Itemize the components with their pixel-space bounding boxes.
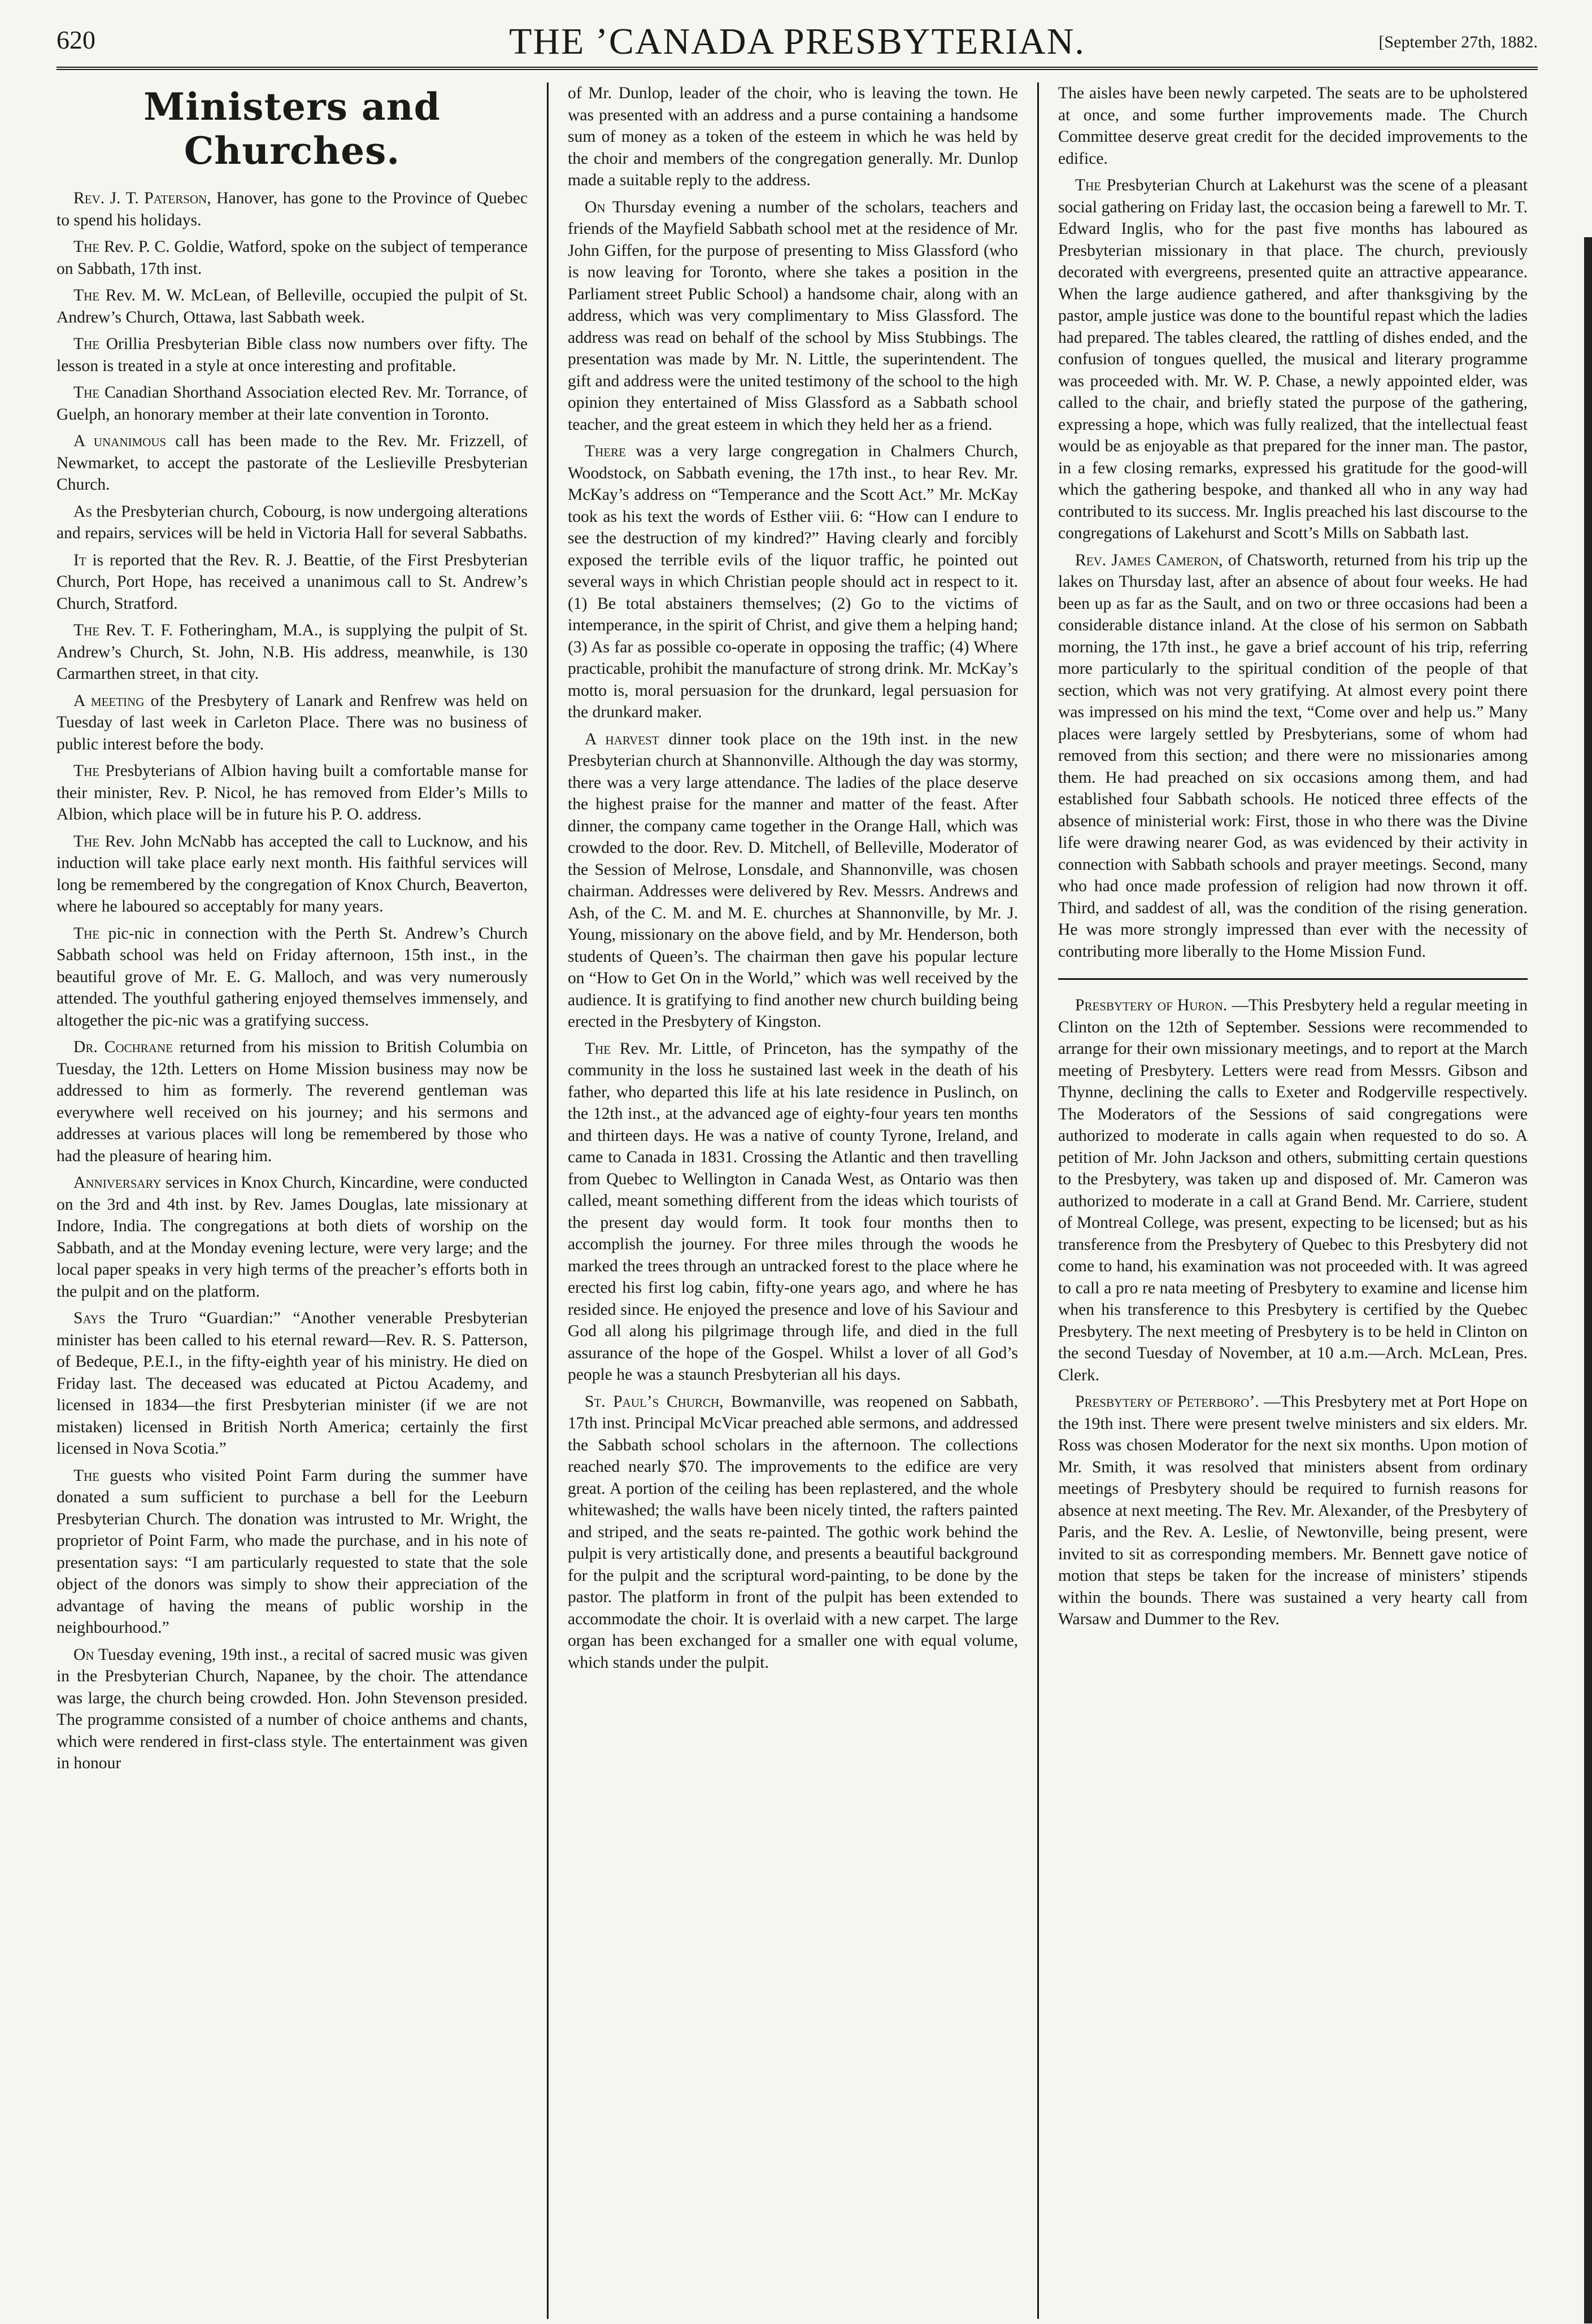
section-divider (1058, 978, 1528, 980)
news-item-lead: As (73, 502, 93, 521)
news-item (568, 1038, 1018, 1386)
section-heading-text: Ministers and Churches. (143, 85, 441, 173)
news-item (568, 729, 1018, 1033)
news-item (56, 1644, 528, 1774)
news-item-text: Orillia Presbyterian Bible class now numbers over fifty. The lesson is treated in a style at once interesting and profitable. (56, 335, 528, 375)
news-item-lead: A meeting (73, 691, 145, 710)
news-item-lead: The (585, 1039, 611, 1058)
news-item-text: was a very large congregation in Chalmers Church, Woodstock, on Sabbath evening, the 17th inst., to hear Rev. Mr. McKay’s address on “Temperance and the Scott Act.” Mr. McKay took as his text the words of Esther viii. 6: “How can I endure to see the destruction of my kindred?” Having clearly and forcibly exposed the terrible evils of the liquor traffic, he pointed out several ways in which Christian people should act in respect to it. (1) Be total abstainers themselves; (2) Go to the victims of intemperance, in the spirit of Christ, and give them a helping hand; (3) As far as possible co-operate in opposing the traffic; (4) Where practicable, prohibit the manufacture of strong drink. Mr. McKay’s motto is, moral persuasion for the drunkard, legal persuasion for the drunkard maker. (568, 442, 1018, 721)
news-item-lead: There (585, 442, 626, 460)
news-item-lead: The (73, 832, 100, 851)
news-item (56, 188, 528, 231)
news-item-text: Rev. Mr. Little, of Princeton, has the sympathy of the community in the loss he sustained last week in the death of his father, who departed this life at his late residence in Puslinch, on the 12th inst., at the advanced age of eighty-four years ten months and thirteen days. He was a native of county Tyrone, Ireland, and came to Canada in 1831. Crossing the Atlantic and then travelling from Quebec to Wellington in Canada West, as Ontario was then called, meant something different from the ideas which tourists of the present day would form. It took four months then to accomplish the journey. For three miles through the woods he marked the trees through an untracked forest to the place where he erected his first log cabin, fifty-one years ago, and where he has resided since. He enjoyed the presence and love of his Saviour and God all along his pilgrimage through life, and died in the full assurance of the hope of the Gospel. Whilst a lover of all God’s people he was a staunch Presbyterian all his days. (568, 1039, 1019, 1384)
news-item (568, 197, 1018, 436)
column-2 (547, 82, 1037, 2319)
news-item (1058, 1391, 1528, 1630)
news-item (56, 333, 528, 377)
news-item-lead: The (73, 238, 100, 256)
column-1-body (56, 188, 528, 1774)
news-item (1058, 175, 1528, 544)
news-item (1058, 82, 1528, 169)
news-item-text: Rev. T. F. Fotheringham, M.A., is supplying the pulpit of St. Andrew’s Church, St. John, N.B. His address, meanwhile, is 130 Carmarthen street, in that city. (56, 621, 528, 683)
news-item-lead: Presbytery of Peterboro’. (1075, 1393, 1259, 1411)
news-item-text: Bowmanville, was reopened on Sabbath, 17th inst. Principal McVicar preached able sermons, and addressed the Sabbath school scholars in the afternoon. The collections reached nearly $70. The improvements to the edifice are very great. A portion of the ceiling has been replastered, and the whole whitewashed; the walls have been nicely tinted, the rafters painted and striped, and the seats re-painted. The gothic work behind the pulpit is very artistically done, and presents a beautiful background for the pulpit and the scriptural word-painting, to be done by the pastor. The platform in front of the pulpit has been extended to accommodate the choir. It is overlaid with a new carpet. The large organ has been exchanged for a smaller one with equal volume, which stands under the pulpit. (568, 1392, 1019, 1672)
news-item (56, 382, 528, 425)
news-item-text: of Chatsworth, returned from his trip up the lakes on Thursday last, after an absence of about four weeks. He had been up as far as the Sault, and on two or three occasions had been a considerable distance inland. At the close of his sermon on Sabbath morning, the 17th inst., he gave a brief account of his trip, referring more particularly to the spiritual condition of the people of that section, which was not very gratifying. At almost every point there was impressed on his mind the text, “Come over and help us.” Many places were largely settled by Presbyterians, some of whom had removed from this section; and there were no missionaries among them. He had preached on six occasions among them, and had established four Sabbath schools. He noticed three effects of the absence of ministerial work: First, those in who there was the Divine life were drawing nearer God, as was evidenced by their activity in connection with Sabbath schools and prayer meetings. Second, many who had once made profession of religion had now thrown it off. Third, and saddest of all, was the condition of the rising generation. He was more strongly impressed than ever with the necessity of contributing more liberally to the Home Mission Fund. (1058, 551, 1528, 961)
news-item-lead: On (585, 198, 606, 216)
news-item (56, 430, 528, 496)
news-item-text: services in Knox Church, Kincardine, were conducted on the 3rd and 4th inst. by Rev. James Douglas, late missionary at Indore, India. The congregations at both diets of worship on the Sabbath, and at the Monday evening lecture, were very large; and the local paper speaks in very high terms of the preacher’s efforts both in the pulpit and on the platform. (56, 1174, 528, 1301)
section-heading (56, 85, 528, 173)
news-item-text: Tuesday evening, 19th inst., a recital of sacred music was given in the Presbyterian Church, Napanee, by the choir. The attendance was large, the church being crowded. Hon. John Stevenson presided. The programme consisted of a number of choice anthems and chants, which were rendered in first-class style. The entertainment was given in honour (56, 1645, 528, 1772)
news-item-text: Rev. John McNabb has accepted the call to Lucknow, and his induction will take place early next month. His faithful services will long be remembered by the congregation of Knox Church, Beaverton, where he laboured so acceptably for many years. (56, 832, 528, 915)
news-item-lead: Rev. J. T. Paterson, (73, 189, 211, 207)
news-item-text: Rev. P. C. Goldie, Watford, spoke on the subject of temperance on Sabbath, 17th inst. (56, 238, 528, 278)
masthead (56, 20, 1538, 70)
news-item (56, 1465, 528, 1639)
news-item (56, 1307, 528, 1460)
column-3 (1037, 82, 1528, 2319)
news-item (56, 923, 528, 1032)
publication-title: THE ’CANADA PRESBYTERIAN. (509, 21, 1085, 62)
news-item-text: call has been made to the Rev. Mr. Frizzell, of Newmarket, to accept the pastorate of the Leslieville Presbyterian Church. (56, 432, 528, 494)
news-item-text: is reported that the Rev. R. J. Beattie, of the First Presbyterian Church, Port Hope, has received a unanimous call to St. Andrew’s Church, Stratford. (56, 551, 528, 613)
news-item (56, 831, 528, 918)
news-item-lead: Presbytery of Huron. (1075, 996, 1228, 1014)
news-item-text: of the Presbytery of Lanark and Renfrew was held on Tuesday of last week in Carleton Place. There was no business of public interest before the body. (56, 691, 528, 753)
column-1 (56, 82, 547, 2319)
news-item-text: guests who visited Point Farm during the summer have donated a sum sufficient to purchase a bell for the Leeburn Presbyterian Church. The donation was intrusted to Mr. Wright, the proprietor of Point Farm, who made the purchase, and in his note of presentation says: “I am particularly requested to state that the sole object of the donors was simply to show their appreciation of the advantage of having the means of public worship in the neighbourhood.” (56, 1466, 528, 1637)
news-item-lead: On (73, 1645, 94, 1664)
news-item-text: Thursday evening a number of the scholars, teachers and friends of the Mayfield Sabbath school met at the residence of Mr. John Giffen, for the purpose of presenting to Miss Glassford (who is now leaving for Toronto, where she takes a position in the Parliament street Public School) a handsome chair, along with an address, which was very complimentary to Miss Glassford. The address was read on behalf of the school by Miss Stubbings. The presentation was made by Mr. N. Little, the superintendent. The gift and address were the united testimony of the school to the high opinion they entertained of Miss Glassford as a Sabbath school teacher, and the great esteem in which they held her as a friend. (568, 198, 1018, 434)
news-item (56, 501, 528, 544)
news-item-lead: A harvest (585, 730, 659, 748)
columns (56, 82, 1538, 2319)
news-item (56, 1036, 528, 1167)
news-item-text: returned from his mission to British Columbia on Tuesday, the 12th. Letters on Home Mission business may now be addressed to him as formerly. The reverend gentleman was everywhere well received on his journey; and his sermons and addresses at various places will long be remembered by those who had the pleasure of hearing him. (56, 1038, 528, 1165)
news-item (56, 236, 528, 280)
news-item-lead: The (73, 924, 100, 943)
news-item (56, 285, 528, 328)
news-item-text: —This Presbytery met at Port Hope on the 19th inst. There were present twelve ministers and six elders. Mr. Ross was chosen Moderator for the next six months. Upon motion of Mr. Smith, it was resolved that ministers absent from ordinary meetings of Presbytery should be required to furnish reasons for absence at next meeting. The Rev. Mr. Alexander, of the Presbytery of Paris, and the Rev. A. Leslie, of Newtonville, being present, were invited to sit as corresponding members. Mr. Bennett gave notice of motion that steps be taken for the increase of ministers’ stipends within the bounds. There was sustained a very hearty call from Warsaw and Dummer to the Rev. (1058, 1393, 1528, 1628)
column-3-body (1058, 82, 1528, 1630)
news-item-text: the Truro “Guardian:” “Another venerable Presbyterian minister has been called to his eternal reward—Rev. R. S. Patterson, of Bedeque, P.E.I., in the fifty-eighth year of his ministry. He died on Friday last. The deceased was educated at Pictou Academy, and licensed in 1834—the first Presbyterian minister (if we are not mistaken) licensed in British North America; certainly the first licensed in Nova Scotia.” (56, 1309, 528, 1458)
news-item-lead: Anniversary (73, 1174, 162, 1192)
news-item (568, 1391, 1018, 1674)
news-item (568, 441, 1018, 723)
news-item-text: Presbyterian Church at Lakehurst was the scene of a pleasant social gathering on Friday last, the occasion being a farewell to Mr. T. Edward Inglis, who for the past five months has laboured as Presbyterian missionary in that place. The church, previously decorated with evergreens, presented quite an attractive appearance. When the large audience gathered, and after thanksgiving by the pastor, ample justice was done to the bountiful repast which the ladies had prepared. The tables cleared, the rattling of dishes ended, and the confusion of tongues quelled, the musical and literary programme was proceeded with. Mr. W. P. Chase, a newly appointed elder, was called to the chair, and briefly stated the purpose of the gathering, expressing a hope, which was fully realized, that the intellectual feast would be as enjoyable as that prepared for the inner man. The pastor, in a few closing remarks, expressed his gratitude for the good-will which the gathering bespoke, and thanked all who in any way had contributed to its success. Mr. Inglis preached his last discourse to the congregations of Lakehurst and Scott’s Mills on Sabbath last. (1058, 176, 1528, 542)
news-item-text: Presbyterians of Albion having built a comfortable manse for their minister, Rev. P. Nicol, he has removed from Elder’s Mills to Albion, which place will be in future his P. O. address. (56, 762, 528, 823)
news-item-lead: The (1075, 176, 1102, 194)
news-item-text: Hanover, has gone to the Province of Quebec to spend his holidays. (56, 189, 528, 229)
scan-edge-shadow (1584, 237, 1592, 2323)
news-item-text: The aisles have been newly carpeted. The seats are to be upholstered at once, and some further improvements made. The Church Committee deserve great credit for the decided improvements to the edifice. (1058, 84, 1528, 168)
news-item (56, 620, 528, 685)
news-item-lead: The (73, 335, 100, 353)
news-item-text: the Presbyterian church, Cobourg, is now undergoing alterations and repairs, services will be held in Victoria Hall for several Sabbaths. (56, 502, 528, 542)
news-item-lead: St. Paul’s Church, (585, 1392, 724, 1411)
issue-date: [September 27th, 1882. (1378, 33, 1538, 51)
news-item-lead: It (73, 551, 86, 569)
news-item-lead: Says (73, 1309, 106, 1327)
news-item-text: Rev. M. W. McLean, of Belleville, occupied the pulpit of St. Andrew’s Church, Ottawa, last Sabbath week. (56, 286, 528, 326)
news-item-lead: The (73, 1466, 100, 1485)
news-item-lead: The (73, 762, 100, 780)
news-item (56, 690, 528, 756)
news-item-text: Canadian Shorthand Association elected Rev. Mr. Torrance, of Guelph, an honorary member at their late convention in Toronto. (56, 383, 528, 424)
column-2-body (568, 82, 1018, 1673)
news-item-text: of Mr. Dunlop, leader of the choir, who is leaving the town. He was presented with an address and a purse containing a handsome sum of money as a token of the esteem in which he was held by the choir and members of the congregation generally. Mr. Dunlop made a suitable reply to the address. (568, 84, 1018, 189)
news-item-text: pic-nic in connection with the Perth St. Andrew’s Church Sabbath school was held on Friday afternoon, 15th inst., in the beautiful grove of Mr. E. G. Malloch, and was very numerously attended. The youthful gathering enjoyed themselves immensely, and altogether the pic-nic was a gratifying success. (56, 924, 528, 1030)
news-item-lead: The (73, 621, 100, 639)
page-number: 620 (56, 25, 95, 54)
news-item-text: —This Presbytery held a regular meeting in Clinton on the 12th of September. Sessions were recommended to arrange for their own missionary meetings, and to report at the March meeting of Presbytery. Letters were read from Messrs. Gibson and Thynne, declining the calls to Exeter and Rodgerville respectively. The Moderators of the Sessions of said congregations were authorized to moderate in calls again when requested to do so. A petition of Mr. John Jackson and others, submitting certain questions to the Presbytery, was taken up and disposed of. Mr. Cameron was authorized to moderate in a call at Grand Bend. Mr. Carriere, student of Montreal College, was present, expecting to be licensed; but as his transference from the Presbytery of Quebec to this Presbytery did not come to hand, his examination was not proceeded with. It was agreed to call a pro re nata meeting of Presbytery to examine and license him when his transference to this Presbytery is certified by the Quebec Presbytery. The next meeting of Presbytery is to be held in Clinton on the second Tuesday of November, at 10 a.m.—Arch. McLean, Pres. Clerk. (1058, 996, 1528, 1384)
news-item-lead: A unanimous (73, 432, 167, 450)
news-item (568, 82, 1018, 191)
news-item-text: dinner took place on the 19th inst. in the new Presbyterian church at Shannonville. Although the day was stormy, there was a very large attendance. The ladies of the place deserve the highest praise for the manner and matter of the feast. After dinner, the company came together in the Orange Hall, which was crowded to the door. Rev. D. Mitchell, of Belleville, Moderator of the Session of Melrose, Lonsdale, and Shannonville, was chosen chairman. Addresses were delivered by Rev. Messrs. Andrews and Ash, of the C. M. and M. E. churches at Shannonville, by Mr. J. Young, missionary on the above field, and by Mr. Henderson, both students of Queen’s. The chairman then gave his popular lecture on “How to Get On in the World,” which was well received by the audience. It is gratifying to find another new church building being erected in the Presbytery of Kingston. (568, 730, 1018, 1031)
news-item (56, 1172, 528, 1302)
news-item (1058, 550, 1528, 963)
news-item-lead: Dr. Cochrane (73, 1038, 173, 1056)
news-item (1058, 995, 1528, 1386)
news-item-lead: Rev. James Cameron, (1075, 551, 1223, 569)
news-item-lead: The (73, 286, 100, 304)
news-item (56, 550, 528, 615)
news-item-lead: The (73, 383, 100, 402)
news-item (56, 760, 528, 826)
